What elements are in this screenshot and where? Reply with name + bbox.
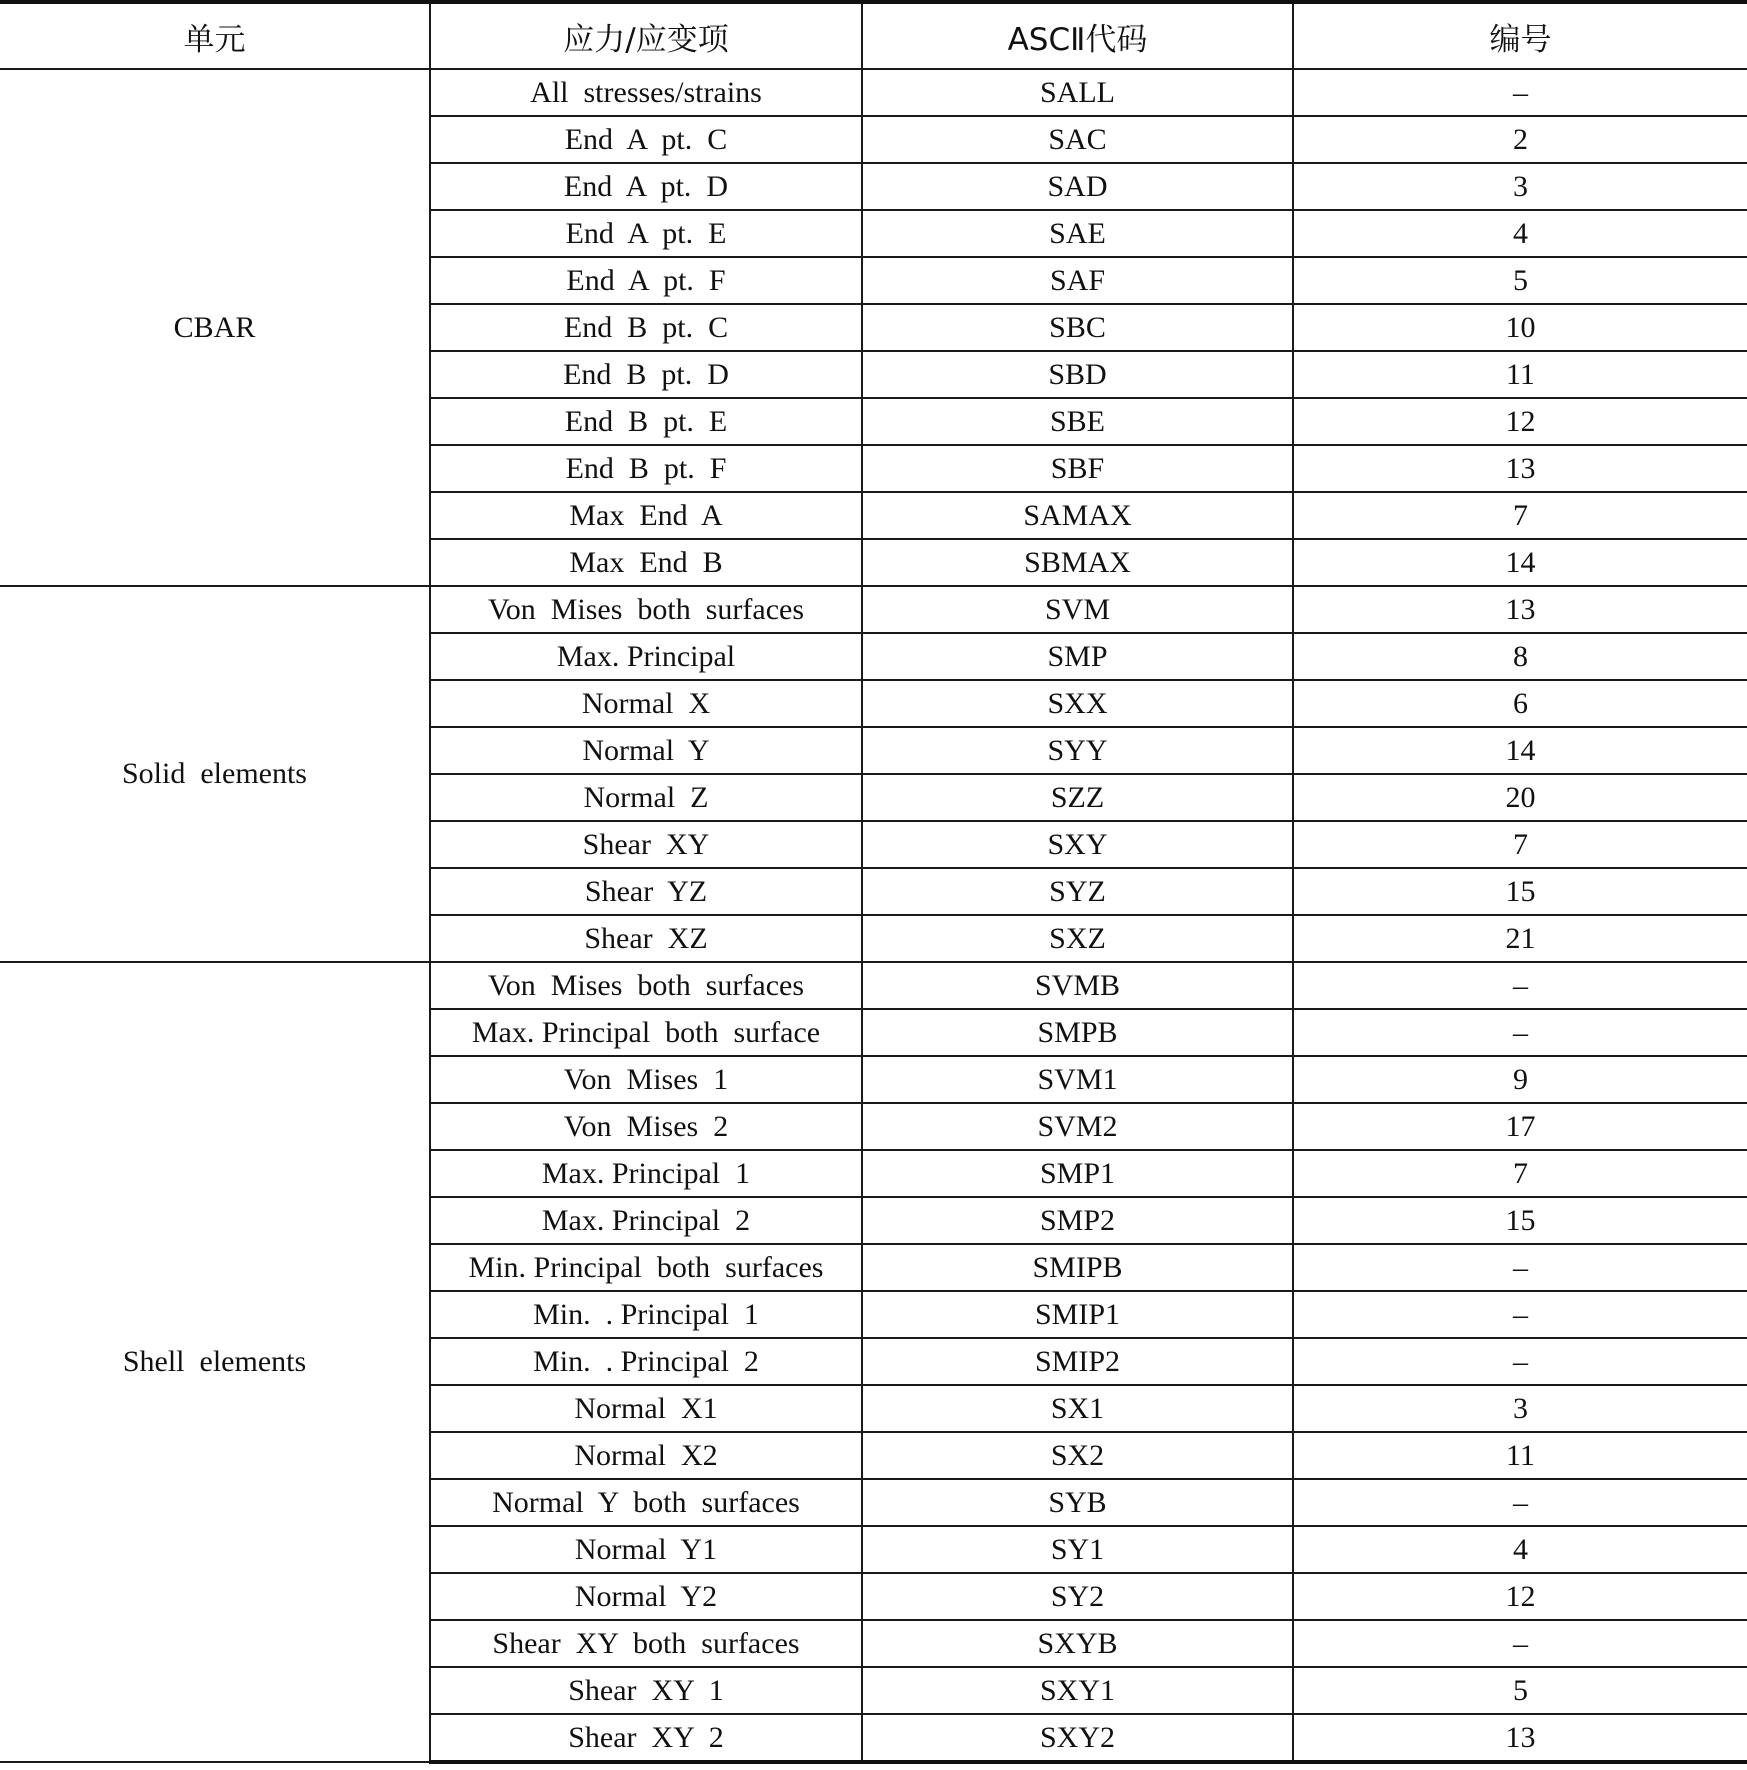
- stress-item-cell: End A pt. D: [430, 163, 862, 210]
- element-group-cell: Shell elements: [0, 962, 430, 1762]
- number-cell: 12: [1293, 398, 1747, 445]
- number-cell: 7: [1293, 821, 1747, 868]
- ascii-code-cell: SYY: [862, 727, 1293, 774]
- ascii-code-cell: SX2: [862, 1432, 1293, 1479]
- number-cell: 3: [1293, 1385, 1747, 1432]
- stress-item-cell: Normal Y2: [430, 1573, 862, 1620]
- ascii-code-cell: SY2: [862, 1573, 1293, 1620]
- header-item: 应力/应变项: [430, 2, 862, 69]
- number-cell: 11: [1293, 1432, 1747, 1479]
- number-cell: –: [1293, 1244, 1747, 1291]
- number-cell: 7: [1293, 492, 1747, 539]
- ascii-code-cell: SXY: [862, 821, 1293, 868]
- number-cell: 15: [1293, 868, 1747, 915]
- ascii-code-cell: SALL: [862, 69, 1293, 116]
- ascii-code-cell: SVM2: [862, 1103, 1293, 1150]
- stress-item-cell: Shear XZ: [430, 915, 862, 962]
- number-cell: –: [1293, 69, 1747, 116]
- header-code: ASCⅡ代码: [862, 2, 1293, 69]
- number-cell: 7: [1293, 1150, 1747, 1197]
- ascii-code-cell: SX1: [862, 1385, 1293, 1432]
- number-cell: –: [1293, 1009, 1747, 1056]
- stress-item-cell: Max. Principal both surface: [430, 1009, 862, 1056]
- stress-item-cell: End A pt. F: [430, 257, 862, 304]
- stress-item-cell: Min. . Principal 2: [430, 1338, 862, 1385]
- ascii-code-cell: SBD: [862, 351, 1293, 398]
- header-row: [0, 2, 1747, 69]
- number-cell: 5: [1293, 1667, 1747, 1714]
- number-cell: –: [1293, 1479, 1747, 1526]
- table-header: [0, 2, 1747, 69]
- number-cell: –: [1293, 1338, 1747, 1385]
- stress-item-cell: Normal Y both surfaces: [430, 1479, 862, 1526]
- header-number: 编号: [1293, 2, 1747, 69]
- number-cell: 12: [1293, 1573, 1747, 1620]
- number-cell: 10: [1293, 304, 1747, 351]
- table-row: [0, 962, 1747, 1009]
- stress-item-cell: Max End A: [430, 492, 862, 539]
- ascii-code-cell: SXX: [862, 680, 1293, 727]
- stress-item-cell: Von Mises 2: [430, 1103, 862, 1150]
- ascii-code-cell: SXY2: [862, 1714, 1293, 1762]
- number-cell: 2: [1293, 116, 1747, 163]
- ascii-code-cell: SVM1: [862, 1056, 1293, 1103]
- number-cell: 13: [1293, 586, 1747, 633]
- stress-item-cell: All stresses/strains: [430, 69, 862, 116]
- stress-item-cell: Shear XY: [430, 821, 862, 868]
- ascii-code-cell: SXZ: [862, 915, 1293, 962]
- number-cell: 4: [1293, 1526, 1747, 1573]
- stress-item-cell: End B pt. E: [430, 398, 862, 445]
- ascii-code-cell: SMP: [862, 633, 1293, 680]
- stress-item-cell: Von Mises both surfaces: [430, 586, 862, 633]
- ascii-code-cell: SAD: [862, 163, 1293, 210]
- stress-item-cell: Von Mises 1: [430, 1056, 862, 1103]
- ascii-code-cell: SXYB: [862, 1620, 1293, 1667]
- stress-item-cell: Shear XY 2: [430, 1714, 862, 1762]
- number-cell: 20: [1293, 774, 1747, 821]
- ascii-code-cell: SY1: [862, 1526, 1293, 1573]
- number-cell: –: [1293, 962, 1747, 1009]
- number-cell: 17: [1293, 1103, 1747, 1150]
- ascii-code-cell: SAMAX: [862, 492, 1293, 539]
- stress-item-cell: End A pt. C: [430, 116, 862, 163]
- number-cell: 13: [1293, 445, 1747, 492]
- ascii-code-cell: SYB: [862, 1479, 1293, 1526]
- stress-item-cell: Shear YZ: [430, 868, 862, 915]
- stress-item-cell: Max. Principal 2: [430, 1197, 862, 1244]
- stress-item-cell: Max End B: [430, 539, 862, 586]
- ascii-code-cell: SBE: [862, 398, 1293, 445]
- ascii-code-cell: SBF: [862, 445, 1293, 492]
- ascii-code-cell: SXY1: [862, 1667, 1293, 1714]
- number-cell: 5: [1293, 257, 1747, 304]
- stress-item-cell: End B pt. D: [430, 351, 862, 398]
- ascii-code-cell: SZZ: [862, 774, 1293, 821]
- number-cell: 15: [1293, 1197, 1747, 1244]
- number-cell: 14: [1293, 539, 1747, 586]
- stress-item-cell: Max. Principal: [430, 633, 862, 680]
- number-cell: 9: [1293, 1056, 1747, 1103]
- stress-item-cell: Normal X1: [430, 1385, 862, 1432]
- ascii-code-cell: SMPB: [862, 1009, 1293, 1056]
- stress-item-cell: Shear XY both surfaces: [430, 1620, 862, 1667]
- stress-item-cell: Normal Z: [430, 774, 862, 821]
- stress-item-cell: End B pt. C: [430, 304, 862, 351]
- ascii-code-cell: SMIP2: [862, 1338, 1293, 1385]
- number-cell: –: [1293, 1291, 1747, 1338]
- ascii-code-cell: SVMB: [862, 962, 1293, 1009]
- ascii-code-cell: SBMAX: [862, 539, 1293, 586]
- number-cell: 14: [1293, 727, 1747, 774]
- stress-item-cell: Von Mises both surfaces: [430, 962, 862, 1009]
- stress-item-cell: Max. Principal 1: [430, 1150, 862, 1197]
- ascii-code-cell: SMP2: [862, 1197, 1293, 1244]
- stress-item-cell: End A pt. E: [430, 210, 862, 257]
- ascii-code-cell: SMIP1: [862, 1291, 1293, 1338]
- stress-item-cell: Normal Y1: [430, 1526, 862, 1573]
- number-cell: 3: [1293, 163, 1747, 210]
- stress-item-cell: Min. . Principal 1: [430, 1291, 862, 1338]
- table-body: [0, 69, 1747, 1762]
- number-cell: 8: [1293, 633, 1747, 680]
- stress-item-cell: End B pt. F: [430, 445, 862, 492]
- ascii-code-cell: SBC: [862, 304, 1293, 351]
- stress-item-cell: Normal X: [430, 680, 862, 727]
- number-cell: 11: [1293, 351, 1747, 398]
- number-cell: 4: [1293, 210, 1747, 257]
- number-cell: 6: [1293, 680, 1747, 727]
- ascii-code-cell: SAF: [862, 257, 1293, 304]
- ascii-code-cell: SAC: [862, 116, 1293, 163]
- header-unit: 单元: [0, 2, 430, 69]
- ascii-code-cell: SAE: [862, 210, 1293, 257]
- table-row: [0, 69, 1747, 116]
- element-group-cell: Solid elements: [0, 586, 430, 962]
- stress-item-cell: Normal X2: [430, 1432, 862, 1479]
- ascii-code-cell: SMIPB: [862, 1244, 1293, 1291]
- table-row: [0, 586, 1747, 633]
- ascii-code-cell: SYZ: [862, 868, 1293, 915]
- number-cell: 21: [1293, 915, 1747, 962]
- stress-item-cell: Normal Y: [430, 727, 862, 774]
- stress-item-cell: Shear XY 1: [430, 1667, 862, 1714]
- stress-item-cell: Min. Principal both surfaces: [430, 1244, 862, 1291]
- number-cell: –: [1293, 1620, 1747, 1667]
- element-group-cell: CBAR: [0, 69, 430, 586]
- ascii-code-cell: SVM: [862, 586, 1293, 633]
- number-cell: 13: [1293, 1714, 1747, 1762]
- ascii-code-cell: SMP1: [862, 1150, 1293, 1197]
